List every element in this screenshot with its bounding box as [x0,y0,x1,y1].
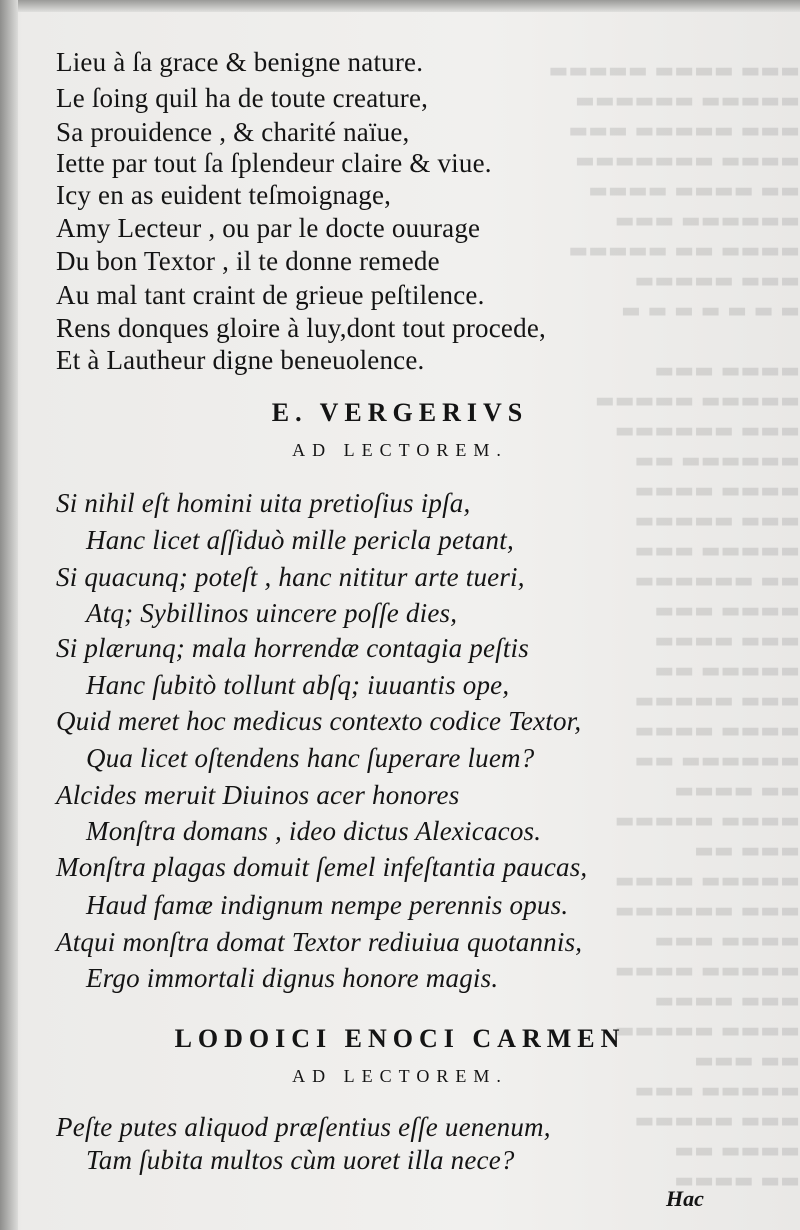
show-through-texture: ▬▬▬ ▬▬▬▬ ▬▬▬▬▬ ▬▬▬▬▬ ▬▬▬▬▬▬ ▬▬▬ ▬▬▬▬▬ ▬▬▬ ▬▬▬▬ ▬▬▬▬▬▬▬ ▬▬ ▬▬▬▬ ▬▬▬▬ ▬▬▬▬▬▬ ▬▬▬ ▬▬▬▬ ▬▬ ▬▬▬▬▬ ▬▬▬ ▬▬▬▬▬ ▬ ▬ ▬ ▬ ▬ ▬ ▬ ▬▬▬▬ ▬▬▬ ▬▬▬▬▬ ▬▬▬▬▬ ▬▬▬ ▬▬▬▬▬▬ ▬▬▬▬▬▬ ▬▬ ▬▬▬▬ ▬▬▬▬ ▬▬▬ ▬▬▬▬▬ ▬▬▬▬▬ ▬▬▬ ▬▬ ▬▬▬▬▬▬ ▬▬▬▬ ▬▬▬ ▬▬▬ ▬▬▬▬ ▬▬▬▬▬ ▬▬ ▬▬▬ ▬▬▬▬▬ ▬▬▬▬ ▬▬▬▬ ▬▬▬▬▬▬ ▬▬ ▬▬ ▬▬▬▬ ▬▬▬▬ ▬▬▬▬▬ ▬▬▬ ▬▬ ▬▬▬▬▬ ▬▬▬▬ ▬▬▬ ▬▬▬▬▬▬ ▬▬▬▬ ▬▬▬ ▬▬▬▬▬ ▬▬▬▬ ▬▬▬ ▬▬▬▬ ▬▬▬▬ ▬▬▬▬▬ ▬▬ ▬▬▬ ▬▬▬▬▬ ▬▬▬ ▬▬▬ ▬▬▬▬▬ ▬▬▬▬ ▬▬ ▬▬ ▬▬▬▬ [548,58,800,1192]
verse-line: Si nihil eſt homini uita pretioſius ipſa, [56,488,471,518]
verse-line: Hanc licet aſſiduò mille pericla petant, [86,525,514,555]
verse-line: Quid meret hoc medicus contexto codice Textor, [56,706,582,736]
poem-line: Sa prouidence , & charité naïue, [56,117,410,147]
verse-line: Ergo immortali dignus honore magis. [86,963,499,993]
verse-line: Peſte putes aliquod præſentius eſſe uenenum, [56,1112,551,1142]
poem-line: Iette par tout ſa ſplendeur claire & viue. [56,148,492,178]
verse-line: Haud famæ indignum nempe perennis opus. [86,890,569,920]
verse-line: Tam ſubita multos cùm uoret illa nece? [86,1145,515,1175]
poem-line: Du bon Textor , il te donne remede [56,246,440,276]
poem-line: Le ſoing quil ha de toute creature, [56,83,429,113]
verse-line: Si plærunq; mala horrendæ contagia peſtis [56,633,529,663]
verse-line: Hanc ſubitò tollunt abſq; iuuantis ope, [86,670,510,700]
verse-line: Monſtra plagas domuit ſemel infeſtantia paucas, [56,852,588,882]
poem-line: Icy en as euident teſmoignage, [56,180,392,210]
verse-line: Monſtra domans , ideo dictus Alexicacos. [86,816,542,846]
poem-line: Au mal tant craint de grieue peſtilence. [56,280,485,310]
section-heading: LODOICI ENOCI CARMEN [174,1024,626,1053]
catchword: Hac [666,1186,704,1211]
verse-line: Si quacunq; poteſt , hanc nititur arte tueri, [56,562,525,592]
poem-line: Lieu à ſa grace & benigne nature. [56,47,424,77]
verse-line: Atq; Sybillinos uincere poſſe dies, [86,598,458,628]
section-subheading: AD LECTOREM. [292,440,508,460]
section-subheading: AD LECTOREM. [292,1066,508,1086]
page-top-shadow [0,0,800,12]
poem-line: Et à Lautheur digne beneuolence. [56,345,425,375]
verse-line: Alcides meruit Diuinos acer honores [56,780,460,810]
verse-line: Qua licet oſtendens hanc ſuperare luem? [86,743,535,773]
section-heading: E. VERGERIVS [271,398,529,427]
verse-line: Atqui monſtra domat Textor rediuiua quotannis, [56,927,583,957]
poem-line: Amy Lecteur , ou par le docte ouurage [56,213,481,243]
poem-line: Rens donques gloire à luy,dont tout procede, [56,313,546,343]
